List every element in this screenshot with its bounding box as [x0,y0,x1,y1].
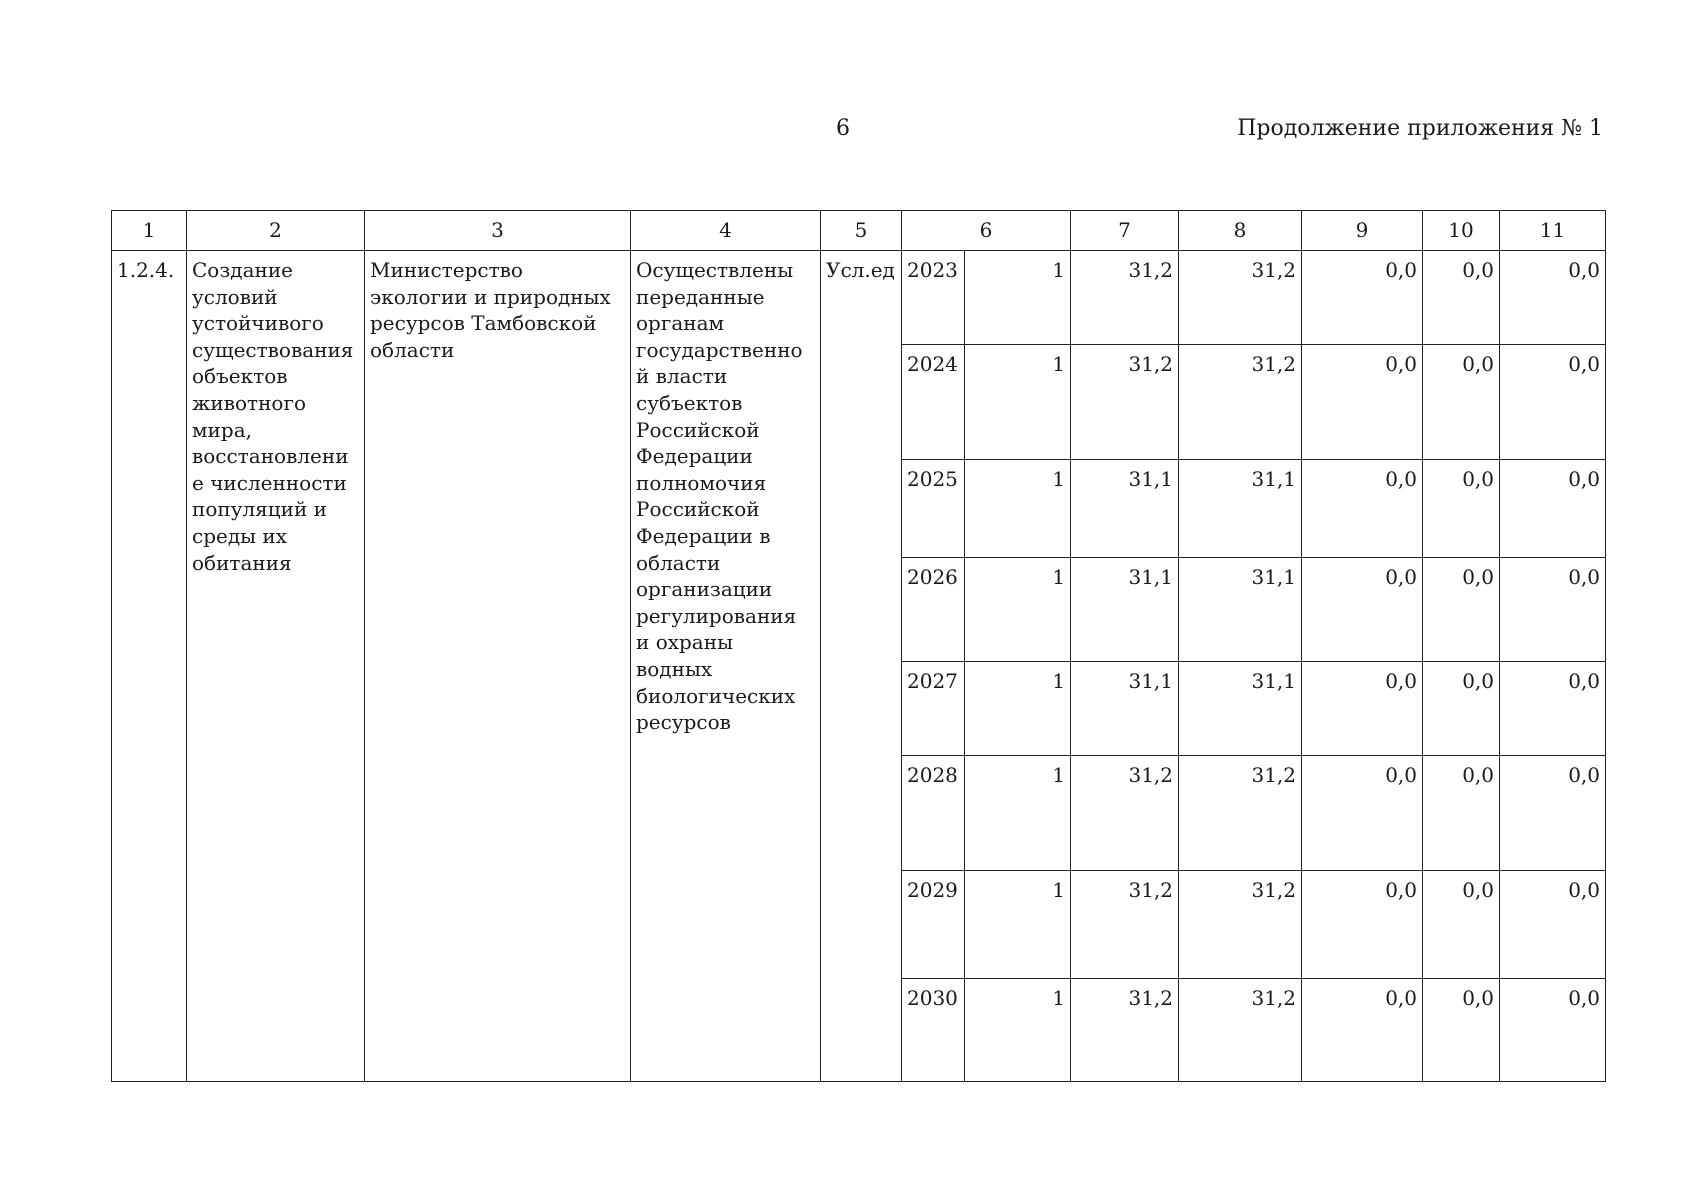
year-cell: 2026 [902,558,965,662]
column-8-cell: 31,2 [1179,871,1302,979]
year-cell: 2030 [902,979,965,1082]
row-name: Создание условий устойчивого существования объектов животного мира, восстановление численности популяций и среды их обитания [187,251,365,1082]
column-10-cell: 0,0 [1423,251,1500,345]
row-indicator: Осуществлены переданные органам государственной власти субъектов Российской Федерации полномочия Российской Федерации в области организации регулирования и охраны водных биологических ресурсов [631,251,821,1082]
year-cell: 2029 [902,871,965,979]
column-number: 3 [365,211,631,251]
column-9-cell: 0,0 [1302,558,1423,662]
indicator-value-cell: 1 [965,662,1071,756]
column-number: 7 [1071,211,1179,251]
column-9-cell: 0,0 [1302,871,1423,979]
column-9-cell: 0,0 [1302,979,1423,1082]
column-7-cell: 31,1 [1071,558,1179,662]
column-number: 4 [631,211,821,251]
indicator-value-cell: 1 [965,979,1071,1082]
column-11-cell: 0,0 [1500,979,1606,1082]
column-7-cell: 31,2 [1071,756,1179,871]
appendix-note: Продолжение приложения № 1 [1237,116,1603,141]
year-cell: 2028 [902,756,965,871]
program-table [111,210,1606,1082]
column-9-cell: 0,0 [1302,345,1423,460]
column-number: 11 [1500,211,1606,251]
column-11-cell: 0,0 [1500,558,1606,662]
column-number: 2 [187,211,365,251]
column-7-cell: 31,2 [1071,251,1179,345]
column-9-cell: 0,0 [1302,251,1423,345]
column-11-cell: 0,0 [1500,871,1606,979]
column-8-cell: 31,1 [1179,662,1302,756]
column-11-cell: 0,0 [1500,251,1606,345]
column-11-cell: 0,0 [1500,662,1606,756]
column-9-cell: 0,0 [1302,756,1423,871]
column-number-row [112,211,1606,251]
indicator-value-cell: 1 [965,345,1071,460]
table-row [112,251,1606,345]
column-8-cell: 31,2 [1179,345,1302,460]
column-number: 6 [902,211,1071,251]
column-number: 1 [112,211,187,251]
indicator-value-cell: 1 [965,251,1071,345]
column-10-cell: 0,0 [1423,756,1500,871]
column-8-cell: 31,1 [1179,460,1302,558]
column-10-cell: 0,0 [1423,460,1500,558]
indicator-value-cell: 1 [965,756,1071,871]
year-cell: 2023 [902,251,965,345]
row-unit: Усл.ед [821,251,902,1082]
column-10-cell: 0,0 [1423,871,1500,979]
column-number: 5 [821,211,902,251]
column-7-cell: 31,2 [1071,979,1179,1082]
column-7-cell: 31,1 [1071,460,1179,558]
column-number: 8 [1179,211,1302,251]
column-8-cell: 31,2 [1179,979,1302,1082]
column-number: 9 [1302,211,1423,251]
indicator-value-cell: 1 [965,871,1071,979]
column-8-cell: 31,2 [1179,756,1302,871]
year-cell: 2027 [902,662,965,756]
year-cell: 2024 [902,345,965,460]
column-number: 10 [1423,211,1500,251]
column-10-cell: 0,0 [1423,979,1500,1082]
column-8-cell: 31,2 [1179,251,1302,345]
indicator-value-cell: 1 [965,558,1071,662]
column-9-cell: 0,0 [1302,460,1423,558]
column-11-cell: 0,0 [1500,460,1606,558]
column-7-cell: 31,2 [1071,871,1179,979]
column-7-cell: 31,2 [1071,345,1179,460]
column-10-cell: 0,0 [1423,345,1500,460]
column-11-cell: 0,0 [1500,756,1606,871]
column-8-cell: 31,1 [1179,558,1302,662]
column-11-cell: 0,0 [1500,345,1606,460]
column-7-cell: 31,1 [1071,662,1179,756]
page-number: 6 [836,116,850,141]
year-cell: 2025 [902,460,965,558]
column-9-cell: 0,0 [1302,662,1423,756]
row-executor: Министерство экологии и природных ресурсов Тамбовской области [365,251,631,1082]
column-10-cell: 0,0 [1423,662,1500,756]
row-code: 1.2.4. [112,251,187,1082]
column-10-cell: 0,0 [1423,558,1500,662]
indicator-value-cell: 1 [965,460,1071,558]
